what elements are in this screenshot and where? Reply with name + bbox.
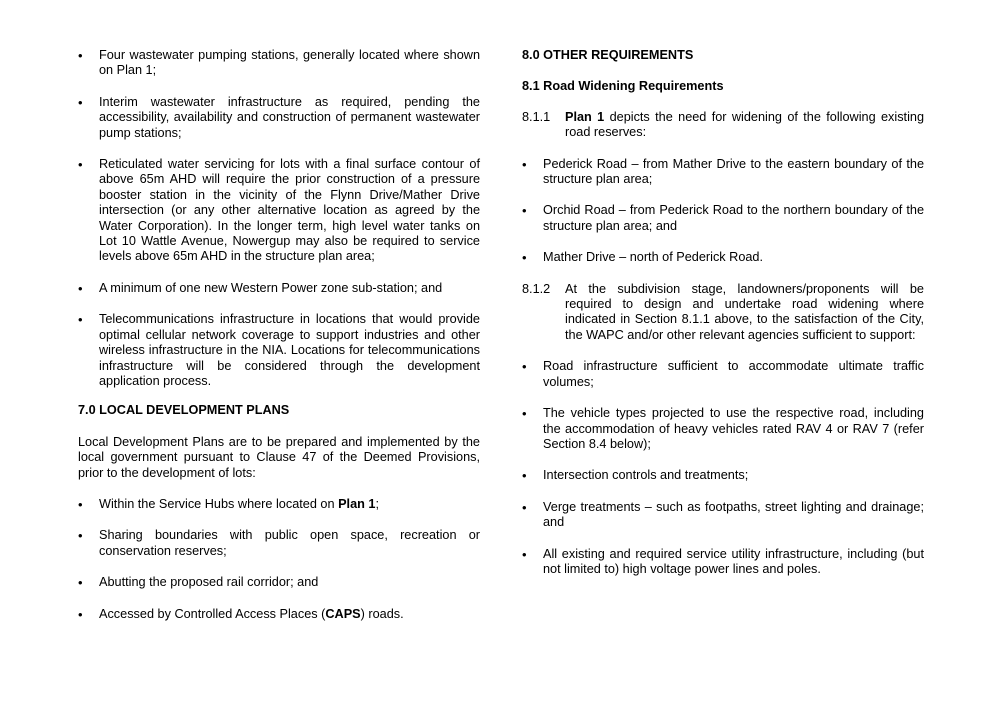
list-item: • Four wastewater pumping stations, generally located where shown on Plan 1;: [78, 48, 480, 79]
support-list: [522, 359, 924, 577]
clause-text: depicts the need for widening of the following existing road reserves:: [565, 109, 925, 140]
list-item: • Sharing boundaries with public open space, recreation or conservation reserves;: [78, 528, 480, 559]
section-8-heading: 8.0 OTHER REQUIREMENTS: [522, 48, 694, 62]
plan-reference: Plan 1: [338, 496, 376, 511]
caps-abbreviation: CAPS: [325, 606, 361, 621]
plan-reference: Plan 1: [565, 109, 605, 124]
road-widening-list: [522, 157, 924, 266]
list-item-text: ) roads.: [360, 606, 404, 621]
list-item: • Road infrastructure sufficient to accommodate ultimate traffic volumes;: [522, 359, 924, 390]
clause-8-1-1: [522, 110, 924, 141]
clause-text: At the subdivision stage, landowners/proponents will be required to design and undertake road widening where indicated in Section 8.1.1 above, to the satisfaction of the City, the WAPC and/or other relevant agencies sufficient to support:: [565, 281, 924, 342]
list-item-text: Within the Service Hubs where located on: [99, 496, 339, 511]
clause-number: 8.1.1: [522, 109, 551, 124]
section-8-1-heading: 8.1 Road Widening Requirements: [522, 79, 724, 94]
section-7-intro: Local Development Plans are to be prepared and implemented by the local government pursuant to Clause 47 of the Deemed Provisions, prior to the development of lots:: [78, 434, 480, 480]
infrastructure-list: [78, 48, 480, 389]
clause-8-1-2: [522, 282, 924, 344]
list-item-text: Accessed by Controlled Access Places (: [99, 606, 326, 621]
list-item: [78, 607, 480, 622]
list-item: • Abutting the proposed rail corridor; and: [78, 575, 480, 590]
list-item: • Verge treatments – such as footpaths, street lighting and drainage; and: [522, 500, 924, 531]
list-item: • Orchid Road – from Pederick Road to the northern boundary of the structure plan area; and: [522, 203, 924, 234]
list-item: [78, 497, 480, 512]
list-item: • Interim wastewater infrastructure as required, pending the accessibility, availability and construction of permanent wastewater pump stations;: [78, 95, 480, 141]
list-item: • All existing and required service utility infrastructure, including (but not limited to) high voltage power lines and poles.: [522, 547, 924, 578]
section-7-heading: 7.0 LOCAL DEVELOPMENT PLANS: [78, 403, 290, 418]
right-column: [522, 48, 924, 577]
list-item: • Telecommunications infrastructure in locations that would provide optimal cellular network coverage to support industries and other wireless infrastructure in the NIA. Locations for telecommunications infrastructure will be considered through the development application process.: [78, 312, 480, 389]
clause-number: 8.1.2: [522, 281, 551, 296]
list-item: • A minimum of one new Western Power zone sub-station; and: [78, 281, 480, 296]
list-item: • The vehicle types projected to use the respective road, including the accommodation of heavy vehicles rated RAV 4 or RAV 7 (refer Section 8.4 below);: [522, 406, 924, 452]
list-item: • Pederick Road – from Mather Drive to the eastern boundary of the structure plan area;: [522, 157, 924, 188]
ldp-list: [78, 497, 480, 622]
list-item-text: ;: [375, 496, 379, 511]
list-item: • Mather Drive – north of Pederick Road.: [522, 250, 924, 265]
list-item: • Reticulated water servicing for lots with a final surface contour of above 65m AHD will require the prior construction of a pressure booster station in the vicinity of the Flynn Drive/Mather Drive intersection (or any other alternative location as agreed by the Water Corporation). In the longer term, high level water tanks on Lot 10 Wattle Avenue, Nowergup may also be required to service levels above 65m AHD in the structure plan area;: [78, 157, 480, 265]
left-column: [78, 48, 480, 622]
list-item: • Intersection controls and treatments;: [522, 468, 924, 483]
